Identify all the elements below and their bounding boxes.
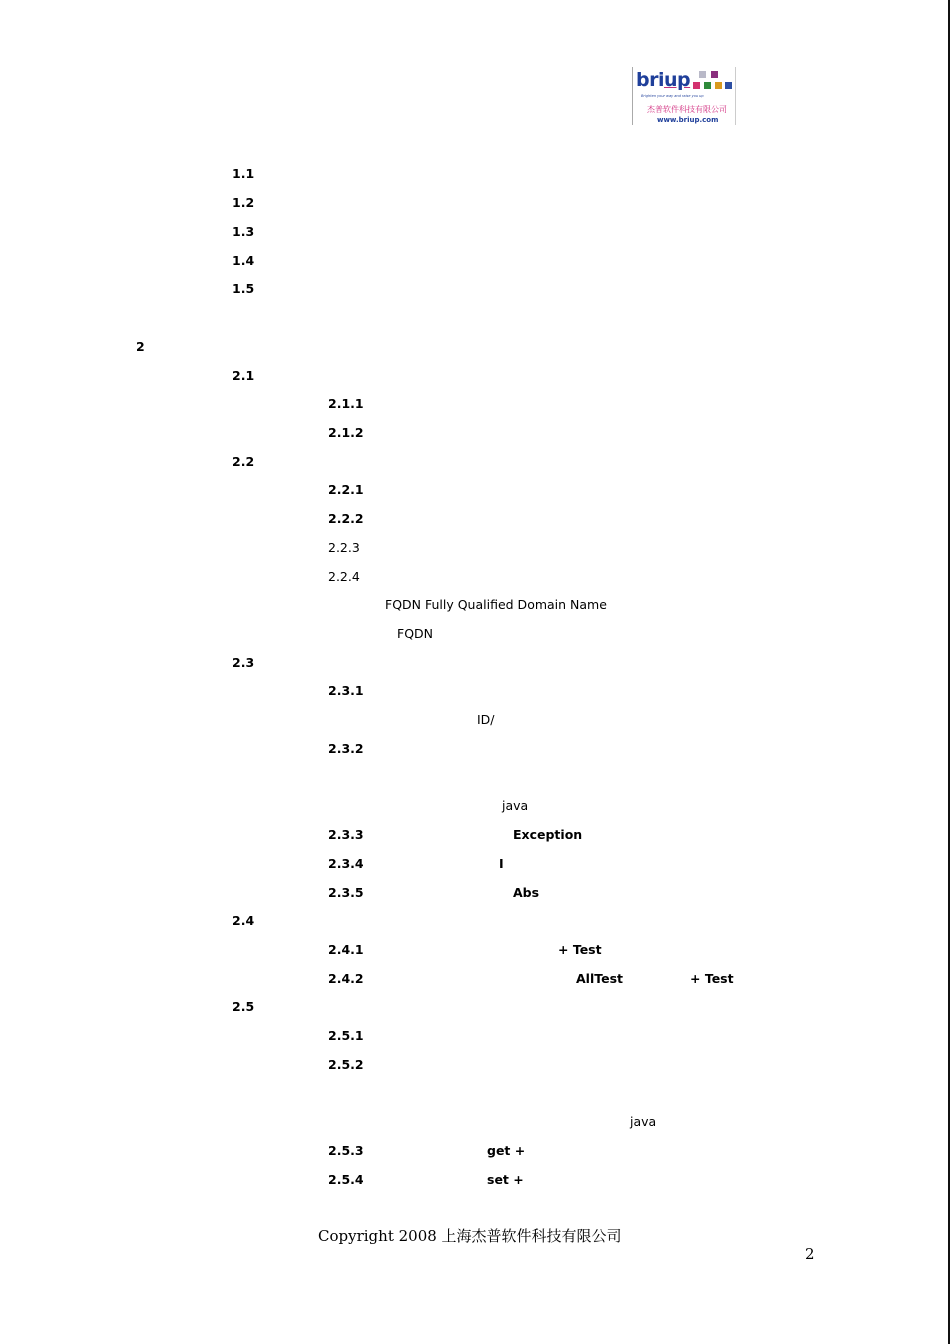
java-text-1: java — [502, 798, 529, 813]
toc-2-2-2: 2.2.2 — [328, 511, 364, 526]
plus-test-2: + Test — [690, 971, 734, 986]
toc-1-3: 1.3 — [232, 224, 255, 239]
get-plus-text: get + — [487, 1143, 526, 1158]
toc-2-4: 2.4 — [232, 913, 255, 928]
toc-2-5-3: 2.5.3 — [328, 1143, 364, 1158]
id-text: ID/ — [477, 712, 495, 727]
toc-2-5-4: 2.5.4 — [328, 1172, 364, 1187]
toc-2-4-2: 2.4.2 — [328, 971, 364, 986]
set-plus-text: set + — [487, 1172, 524, 1187]
toc-2-5: 2.5 — [232, 999, 255, 1014]
toc-2-3-2: 2.3.2 — [328, 741, 364, 756]
toc-2-3-4: 2.3.4 — [328, 856, 364, 871]
logo-wordmark: briup — [636, 69, 691, 91]
toc-2-3-3: 2.3.3 — [328, 827, 364, 842]
logo-square — [715, 82, 722, 89]
toc-1-2: 1.2 — [232, 195, 255, 210]
toc-2-1-1: 2.1.1 — [328, 396, 364, 411]
logo-square — [725, 82, 732, 89]
plus-test-1: + Test — [558, 942, 602, 957]
toc-1-1: 1.1 — [232, 166, 255, 181]
toc-2: 2 — [136, 339, 145, 354]
fqdn-text: FQDN — [397, 626, 434, 641]
toc-1-4: 1.4 — [232, 253, 255, 268]
toc-2-1-2: 2.1.2 — [328, 425, 364, 440]
toc-2-3-1: 2.3.1 — [328, 683, 364, 698]
exception-text: Exception — [513, 827, 583, 842]
toc-2-2-3: 2.2.3 — [328, 540, 360, 555]
logo-square — [693, 82, 700, 89]
toc-2-3: 2.3 — [232, 655, 255, 670]
abs-text: Abs — [513, 885, 540, 900]
java-text-2: java — [630, 1114, 657, 1129]
toc-2-3-5: 2.3.5 — [328, 885, 364, 900]
toc-2-5-1: 2.5.1 — [328, 1028, 364, 1043]
logo-tagline: Brighten your way and raise you up — [641, 94, 704, 98]
i-text: I — [499, 856, 504, 871]
toc-2-2-4: 2.2.4 — [328, 569, 360, 584]
fqdn-line: FQDN Fully Qualified Domain Name — [385, 597, 607, 612]
toc-1-5: 1.5 — [232, 281, 255, 296]
toc-2-4-1: 2.4.1 — [328, 942, 364, 957]
toc-2-2-1: 2.2.1 — [328, 482, 364, 497]
logo-company-name: 杰普软件科技有限公司 — [647, 105, 727, 114]
footer-copyright: Copyright 2008 上海杰普软件科技有限公司 — [318, 1227, 622, 1245]
logo-square — [711, 71, 718, 78]
logo-square — [704, 82, 711, 89]
page-number: 2 — [805, 1245, 815, 1263]
toc-2-2: 2.2 — [232, 454, 255, 469]
briup-logo — [632, 67, 736, 125]
logo-url: www.briup.com — [657, 116, 719, 124]
toc-2-1: 2.1 — [232, 368, 255, 383]
toc-2-5-2: 2.5.2 — [328, 1057, 364, 1072]
alltest-text: AllTest — [576, 971, 624, 986]
logo-square — [699, 71, 706, 78]
